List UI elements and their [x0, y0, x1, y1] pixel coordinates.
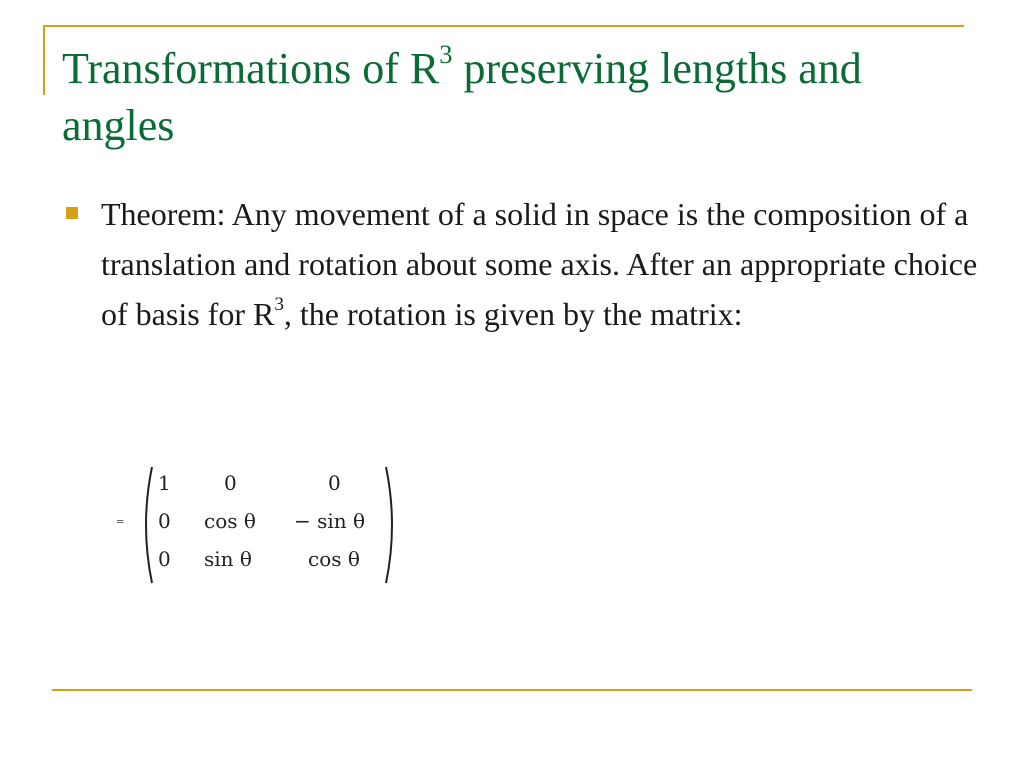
title-text-start: Transformations of R — [62, 44, 440, 93]
bullet-square-icon — [66, 207, 78, 219]
matrix-cell: 1 — [158, 471, 171, 495]
rotation-matrix — [116, 465, 416, 590]
left-divider — [43, 25, 45, 95]
top-divider — [43, 25, 964, 27]
matrix-cell: 0 — [158, 547, 171, 571]
left-paren-icon — [138, 465, 154, 585]
theorem-text-start: Theorem: Any movement of a solid in space is the composition of a translation and rotation about some axis. After an appropriate choice of basis for R — [101, 196, 978, 332]
right-paren-icon — [384, 465, 400, 585]
matrix-cell: cos θ — [204, 509, 256, 533]
matrix-prefix: = — [116, 517, 125, 528]
theorem-superscript: 3 — [274, 294, 284, 316]
matrix-cell: cos θ — [308, 547, 360, 571]
theorem-text — [101, 189, 981, 339]
title-text-end: preserving lengths and angles — [62, 44, 862, 150]
matrix-cell: 0 — [328, 471, 341, 495]
title-superscript: 3 — [439, 39, 453, 70]
matrix-cell: 0 — [224, 471, 237, 495]
bottom-divider — [52, 689, 972, 691]
theorem-text-end: , the rotation is given by the matrix: — [283, 296, 743, 332]
matrix-cell: 0 — [158, 509, 171, 533]
slide-title — [62, 40, 982, 154]
matrix-cell: sin θ — [204, 547, 252, 571]
matrix-cell: − sin θ — [294, 509, 366, 533]
